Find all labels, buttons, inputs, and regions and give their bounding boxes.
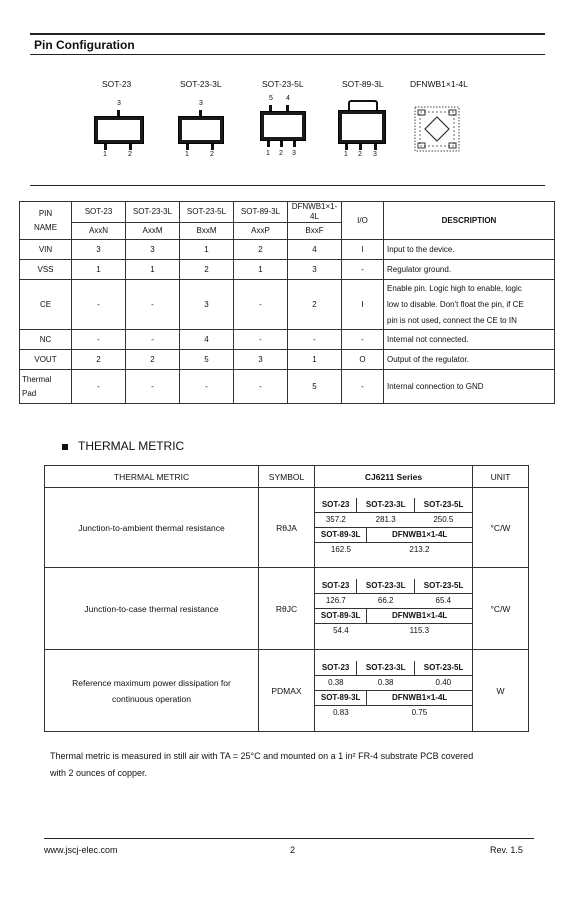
pin-number-cell: 3	[180, 280, 234, 330]
metric-name: Junction-to-case thermal resistance	[45, 568, 259, 650]
table-row	[20, 330, 555, 350]
thermal-table	[44, 465, 529, 732]
sot89-3l-package-drawing	[338, 100, 390, 160]
thermal-metric-header: THERMAL METRIC	[45, 466, 259, 488]
metric-name: Reference maximum power dissipation for continuous operation	[45, 650, 259, 732]
symbol-cell: RθJC	[259, 568, 315, 650]
pin-number-cell: 4	[180, 330, 234, 350]
pin-number: 2	[210, 151, 214, 158]
thermal-note: Thermal metric is measured in still air with TA = 25°C and mounted on a 1 in² FR-4 substrate PCB covered with 2 ounces of copper.	[50, 751, 474, 778]
pin-number-cell: 2	[180, 260, 234, 280]
package-label-sot23-3l: SOT-23-3L	[180, 79, 222, 89]
table-row	[20, 370, 555, 404]
table-row	[20, 240, 555, 260]
pin-name: NC	[20, 330, 72, 350]
marking-code: AxxP	[234, 223, 288, 240]
pin-number-cell: -	[234, 330, 288, 350]
series-cell: SOT-23 SOT-23-3L SOT-23-5L 357.2 281.3 250.5 SOT-89-3L DFNWB1×1-4L 162.5 213.2	[315, 488, 473, 568]
series-cell: SOT-23 SOT-23-3L SOT-23-5L 126.7 66.2 65.4 SOT-89-3L DFNWB1×1-4L 54.4 115.3	[315, 568, 473, 650]
io-cell: -	[342, 260, 384, 280]
table-row	[20, 260, 555, 280]
pin-number-cell: 1	[180, 240, 234, 260]
pin-number-cell: 1	[288, 350, 342, 370]
pin-number: 1	[103, 151, 107, 158]
table-row	[20, 350, 555, 370]
pin-number-cell: 5	[180, 350, 234, 370]
pin-number: 2	[279, 150, 283, 157]
description-cell: Input to the device.	[384, 240, 555, 260]
unit-header: UNIT	[473, 466, 529, 488]
section-title: Pin Configuration	[34, 38, 135, 52]
pin-number-cell: 3	[72, 240, 126, 260]
table-row	[45, 650, 529, 732]
pin-number-cell: 3	[234, 350, 288, 370]
description-cell: Regulator ground.	[384, 260, 555, 280]
pin-number: 5	[269, 95, 273, 102]
pin-number-cell: -	[126, 330, 180, 350]
col-header: SOT-23-3L	[126, 202, 180, 223]
pin-number-cell: -	[126, 370, 180, 404]
symbol-cell: PDMAX	[259, 650, 315, 732]
table-row	[20, 280, 555, 330]
marking-code: AxxN	[72, 223, 126, 240]
col-header: SOT-23-5L	[180, 202, 234, 223]
footer-rule	[44, 838, 534, 839]
pin-number-cell: -	[288, 330, 342, 350]
series-cell: SOT-23 SOT-23-3L SOT-23-5L 0.38 0.38 0.40 SOT-89-3L DFNWB1×1-4L 0.83 0.75	[315, 650, 473, 732]
sot23-package-drawing	[94, 100, 144, 160]
pin-table	[19, 201, 555, 404]
unit-cell: °C/W	[473, 568, 529, 650]
pin-name: VSS	[20, 260, 72, 280]
unit-cell: °C/W	[473, 488, 529, 568]
package-label-sot23: SOT-23	[102, 79, 132, 89]
io-cell: I	[342, 240, 384, 260]
marking-code: BxxM	[180, 223, 234, 240]
description-cell: Enable pin. Logic high to enable, logic low to disable. Don't float the pin, if CE pin is not used, connect the CE to IN	[384, 280, 555, 330]
table-row	[45, 568, 529, 650]
sot23-3l-package-drawing	[178, 100, 228, 160]
pin-number: 3	[292, 150, 296, 157]
pin-number-cell: -	[180, 370, 234, 404]
pin-number-cell: 3	[288, 260, 342, 280]
pin-number-cell: 2	[234, 240, 288, 260]
pin-number-cell: 5	[288, 370, 342, 404]
section-rule	[30, 185, 545, 186]
thermal-metric-heading: THERMAL METRIC	[62, 439, 184, 453]
pin-number: 3	[117, 100, 121, 107]
pin-number: 1	[185, 151, 189, 158]
pin-number-cell: -	[126, 280, 180, 330]
pin-number: 2	[358, 151, 362, 158]
io-header: I/O	[342, 202, 384, 240]
pin-number: 3	[199, 100, 203, 107]
sot23-5l-package-drawing	[260, 95, 310, 160]
io-cell: O	[342, 350, 384, 370]
footer-page-number: 2	[290, 845, 296, 855]
pin-name: CE	[20, 280, 72, 330]
pin-number-cell: 1	[72, 260, 126, 280]
series-header: CJ6211 Series	[315, 466, 473, 488]
square-bullet-icon	[62, 444, 68, 450]
col-header: SOT-89-3L	[234, 202, 288, 223]
pin-number-cell: 2	[288, 280, 342, 330]
pin-name-header: PIN NAME	[20, 202, 72, 240]
io-cell: I	[342, 280, 384, 330]
symbol-header: SYMBOL	[259, 466, 315, 488]
pin-number: 4	[286, 95, 290, 102]
col-header: DFNWB1×1-4L	[288, 202, 342, 223]
pin-number-cell: -	[234, 280, 288, 330]
pin-name: Thermal Pad	[20, 370, 72, 404]
marking-code: BxxF	[288, 223, 342, 240]
package-label-dfn: DFNWB1×1-4L	[410, 79, 468, 89]
pin-number: 1	[344, 151, 348, 158]
footer-revision: Rev. 1.5	[490, 845, 523, 855]
dfn-package-drawing	[414, 106, 460, 152]
pin-number-cell: 2	[126, 350, 180, 370]
header-rule	[30, 33, 545, 35]
pin-number-cell: 1	[234, 260, 288, 280]
io-cell: -	[342, 330, 384, 350]
pin-name: VOUT	[20, 350, 72, 370]
description-header: DESCRIPTION	[384, 202, 555, 240]
io-cell: -	[342, 370, 384, 404]
pin-number-cell: -	[72, 280, 126, 330]
pin-number: 2	[128, 151, 132, 158]
footer-website: www.jscj-elec.com	[44, 845, 118, 855]
package-label-sot89-3l: SOT-89-3L	[342, 79, 384, 89]
pin-number-cell: -	[72, 370, 126, 404]
description-cell: Output of the regulator.	[384, 350, 555, 370]
metric-name: Junction-to-ambient thermal resistance	[45, 488, 259, 568]
pin-number-cell: 2	[72, 350, 126, 370]
pin-number-cell: 3	[126, 240, 180, 260]
pin-number-cell: -	[234, 370, 288, 404]
package-label-sot23-5l: SOT-23-5L	[262, 79, 304, 89]
pin-number: 1	[266, 150, 270, 157]
pin-name: VIN	[20, 240, 72, 260]
pin-number-cell: 4	[288, 240, 342, 260]
unit-cell: W	[473, 650, 529, 732]
marking-code: AxxM	[126, 223, 180, 240]
symbol-cell: RθJA	[259, 488, 315, 568]
pin-number: 3	[373, 151, 377, 158]
pin-number-cell: 1	[126, 260, 180, 280]
table-row	[45, 488, 529, 568]
description-cell: Internal connection to GND	[384, 370, 555, 404]
description-cell: Internal not connected.	[384, 330, 555, 350]
pin-number-cell: -	[72, 330, 126, 350]
col-header: SOT-23	[72, 202, 126, 223]
title-underline	[30, 54, 545, 55]
